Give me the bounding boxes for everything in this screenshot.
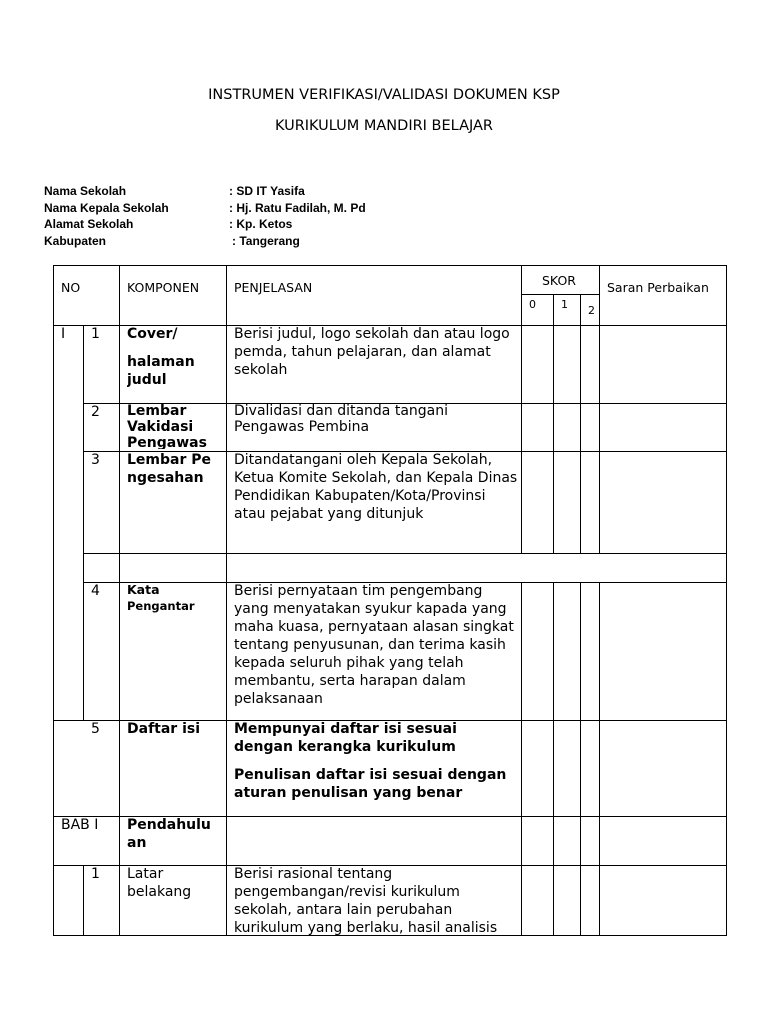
info-value: : SD IT Yasifa	[229, 184, 305, 198]
komponen-cell: Pendahuluan	[127, 817, 211, 851]
document-subtitle: KURIKULUM MANDIRI BELAJAR	[274, 118, 494, 134]
penjelasan-cell: Berisi pernyataan tim pengembang yang menyatakan syukur kapada yang maha kuasa, pernyataan alasan singkat tentang penyusunan, dan terima kasih kepada seluruh pihak yang telah membantu, serta harapan dalam pelaksanaan	[234, 583, 514, 707]
penjelasan-cell	[234, 720, 518, 802]
komponen-cell: Latar belakang	[127, 866, 192, 900]
komponen-text-2: halaman judul	[127, 354, 195, 388]
komponen-cell	[127, 325, 223, 389]
header-no: NO	[61, 280, 81, 295]
info-value: : Kp. Ketos	[229, 217, 293, 231]
penjelasan-cell: Ditandatangani oleh Kepala Sekolah, Ketua Komite Sekolah, dan Kepala Dinas Pendidikan Kabupaten/Kota/Provinsi atau pejabat yang ditunjuk	[234, 452, 518, 522]
info-value: : Tangerang	[232, 233, 300, 248]
header-skor: SKOR	[542, 273, 576, 288]
header-skor-1: 1	[561, 298, 568, 311]
komponen-cell: Lembar Pengesahan	[127, 452, 212, 486]
info-label: Alamat Sekolah	[44, 217, 134, 231]
info-value: : Hj. Ratu Fadilah, M. Pd	[229, 200, 366, 215]
info-label: Kabupaten	[44, 233, 107, 248]
row-number: 5	[91, 721, 100, 737]
komponen-cell: Daftar isi	[127, 721, 201, 737]
section-label: I	[61, 326, 66, 342]
komponen-text: Kata	[127, 582, 160, 597]
section-label: BAB I	[61, 817, 99, 833]
header-penjelasan: PENJELASAN	[234, 280, 313, 295]
penjelasan-cell: Berisi rasional tentang pengembangan/revisi kurikulum sekolah, antara lain perubahan kurikulum yang berlaku, hasil analisis	[234, 866, 498, 935]
header-skor-2: 2	[588, 304, 595, 317]
penjelasan-text-2: Penulisan daftar isi sesuai dengan aturan penulisan yang benar	[234, 767, 507, 801]
document-title: INSTRUMEN VERIFIKASI/VALIDASI DOKUMEN KSP	[208, 87, 560, 103]
row-number: 2	[91, 404, 100, 420]
row-number: 4	[91, 583, 100, 599]
komponen-text-2: Pengantar	[127, 599, 195, 613]
header-saran: Saran Perbaikan	[607, 280, 709, 295]
penjelasan-cell: Berisi judul, logo sekolah dan atau logo pemda, tahun pelajaran, dan alamat sekolah	[234, 326, 510, 378]
komponen-cell: Lembar Vakidasi Pengawas	[127, 403, 207, 449]
penjelasan-cell: Divalidasi dan ditanda tangani Pengawas Pembina	[234, 403, 449, 435]
komponen-text: Cover/	[127, 326, 178, 342]
header-skor-0: 0	[529, 298, 536, 311]
komponen-cell	[127, 582, 223, 614]
info-label: Nama Kepala Sekolah	[44, 200, 169, 215]
info-label: Nama Sekolah	[44, 184, 127, 198]
row-number: 3	[91, 452, 100, 468]
row-number: 1	[91, 326, 100, 342]
penjelasan-text: Mempunyai daftar isi sesuai dengan kerangka kurikulum	[234, 721, 457, 755]
header-komponen: KOMPONEN	[127, 280, 200, 295]
row-number: 1	[91, 866, 100, 882]
